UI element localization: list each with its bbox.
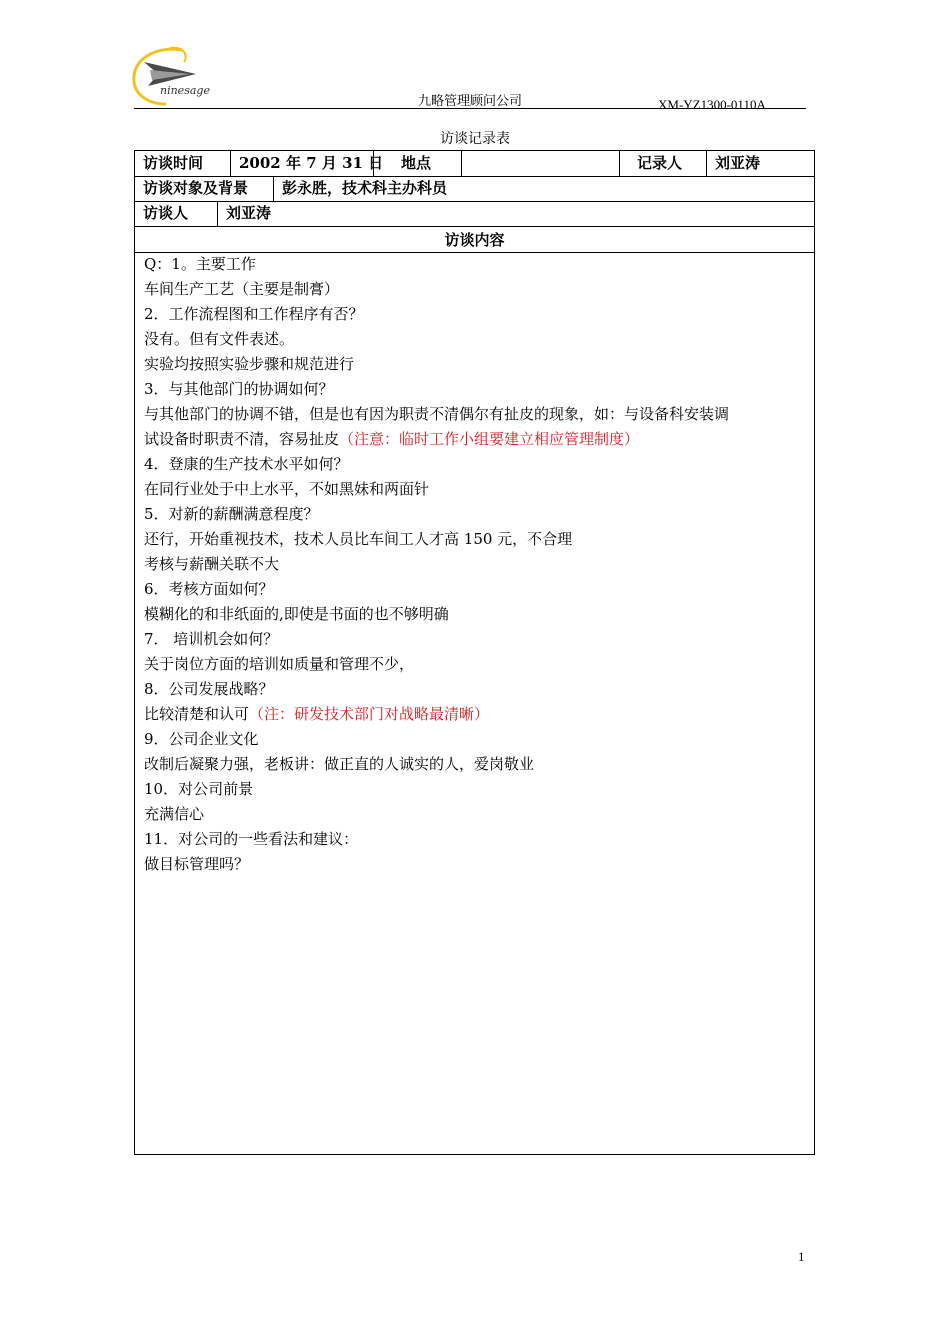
content-line: [144, 302, 808, 327]
logo-wordmark: ninesage: [160, 84, 210, 97]
interview-time-value: 2002 年 7 月 31 日: [239, 154, 384, 172]
content-line-text: 5．对新的薪酬满意程度？: [144, 505, 319, 523]
content-line: [144, 702, 808, 727]
recorder-label: 记录人: [637, 154, 683, 172]
column-divider: [619, 151, 620, 176]
content-line-text: 关于岗位方面的培训如质量和管理不少，: [144, 655, 415, 673]
content-line-text: 车间生产工艺（主要是制膏）: [144, 280, 340, 298]
document-code: XM-YZ1300-0110A: [658, 97, 766, 108]
content-line-text: 改制后凝聚力强，老板讲：做正直的人诚实的人，爱岗敬业: [144, 755, 535, 773]
content-line: [144, 277, 808, 302]
header-rule: [134, 108, 806, 109]
row-divider: [135, 226, 814, 227]
interview-content-body: [144, 252, 808, 877]
interview-time-label: 访谈时间: [143, 154, 204, 172]
content-line: [144, 752, 808, 777]
content-line: [144, 802, 808, 827]
content-line-text: 2．工作流程图和工作程序有否？: [144, 305, 364, 323]
content-line: [144, 352, 808, 377]
content-line-text: 在同行业处于中上水平，不如黑妹和两面针: [144, 480, 430, 498]
content-line-text: 4．登康的生产技术水平如何？: [144, 455, 349, 473]
content-line-text: 8．公司发展战略？: [144, 680, 274, 698]
content-line: [144, 627, 808, 652]
content-line: [144, 827, 808, 852]
content-line: [144, 852, 808, 877]
content-line-text: 模糊化的和非纸面的,即使是书面的也不够明确: [144, 605, 449, 623]
content-line-text: 3．与其他部门的协调如何？: [144, 380, 334, 398]
content-line: [144, 577, 808, 602]
content-line-text: 考核与薪酬关联不大: [144, 555, 280, 573]
content-line: [144, 777, 808, 802]
content-line: [144, 727, 808, 752]
content-line-text: 做目标管理吗？: [144, 855, 250, 873]
content-line-text: 11．对公司的一些看法和建议：: [144, 830, 359, 848]
interviewer-value: 刘亚涛: [226, 204, 272, 222]
form-title: 访谈记录表: [440, 131, 510, 147]
content-line-text: 充满信心: [144, 805, 205, 823]
content-line: [144, 552, 808, 577]
content-line: [144, 252, 808, 277]
content-line-text: 与其他部门的协调不错，但是也有因为职责不清偶尔有扯皮的现象，如：与设备科安装调: [144, 405, 730, 423]
content-line: [144, 427, 808, 452]
content-line-text: 实验均按照实验步骤和规范进行: [144, 355, 355, 373]
interviewer-label: 访谈人: [143, 204, 189, 222]
content-line: [144, 377, 808, 402]
content-line: [144, 527, 808, 552]
content-line: [144, 402, 808, 427]
interview-record-table: [134, 150, 815, 1155]
content-line-text: 7． 培训机会如何？: [144, 630, 279, 648]
interview-content-heading: 访谈内容: [444, 231, 505, 249]
content-line-text: 10．对公司前景: [144, 780, 254, 798]
content-line: [144, 452, 808, 477]
content-line-text: 9．公司企业文化: [144, 730, 259, 748]
ninesage-logo: [130, 44, 230, 108]
content-line: [144, 602, 808, 627]
content-line: [144, 652, 808, 677]
subject-background-label: 访谈对象及背景: [143, 179, 249, 197]
consultant-note: （注意：临时工作小组要建立相应管理制度）: [339, 430, 640, 448]
subject-background-value: 彭永胜，技术科主办科员: [282, 179, 448, 197]
page-number: 1: [798, 1249, 805, 1264]
content-line: [144, 327, 808, 352]
location-label: 地点: [401, 154, 432, 172]
column-divider: [461, 151, 462, 176]
content-line-text: 6．考核方面如何？: [144, 580, 274, 598]
company-name: 九略管理顾问公司: [418, 94, 523, 109]
content-line: [144, 677, 808, 702]
content-line-text: 没有。但有文件表述。: [144, 330, 295, 348]
consultant-note: （注：研发技术部门对战略最清晰）: [249, 705, 490, 723]
recorder-value: 刘亚涛: [715, 154, 761, 172]
content-line-text: 试设备时职责不清，容易扯皮: [144, 430, 340, 448]
content-line: [144, 477, 808, 502]
content-line-text: 还行，开始重视技术，技术人员比车间工人才高 150 元，不合理: [144, 530, 573, 548]
content-line-text: Q：1。主要工作: [144, 255, 256, 273]
content-line: [144, 502, 808, 527]
content-line-text: 比较清楚和认可: [144, 705, 250, 723]
